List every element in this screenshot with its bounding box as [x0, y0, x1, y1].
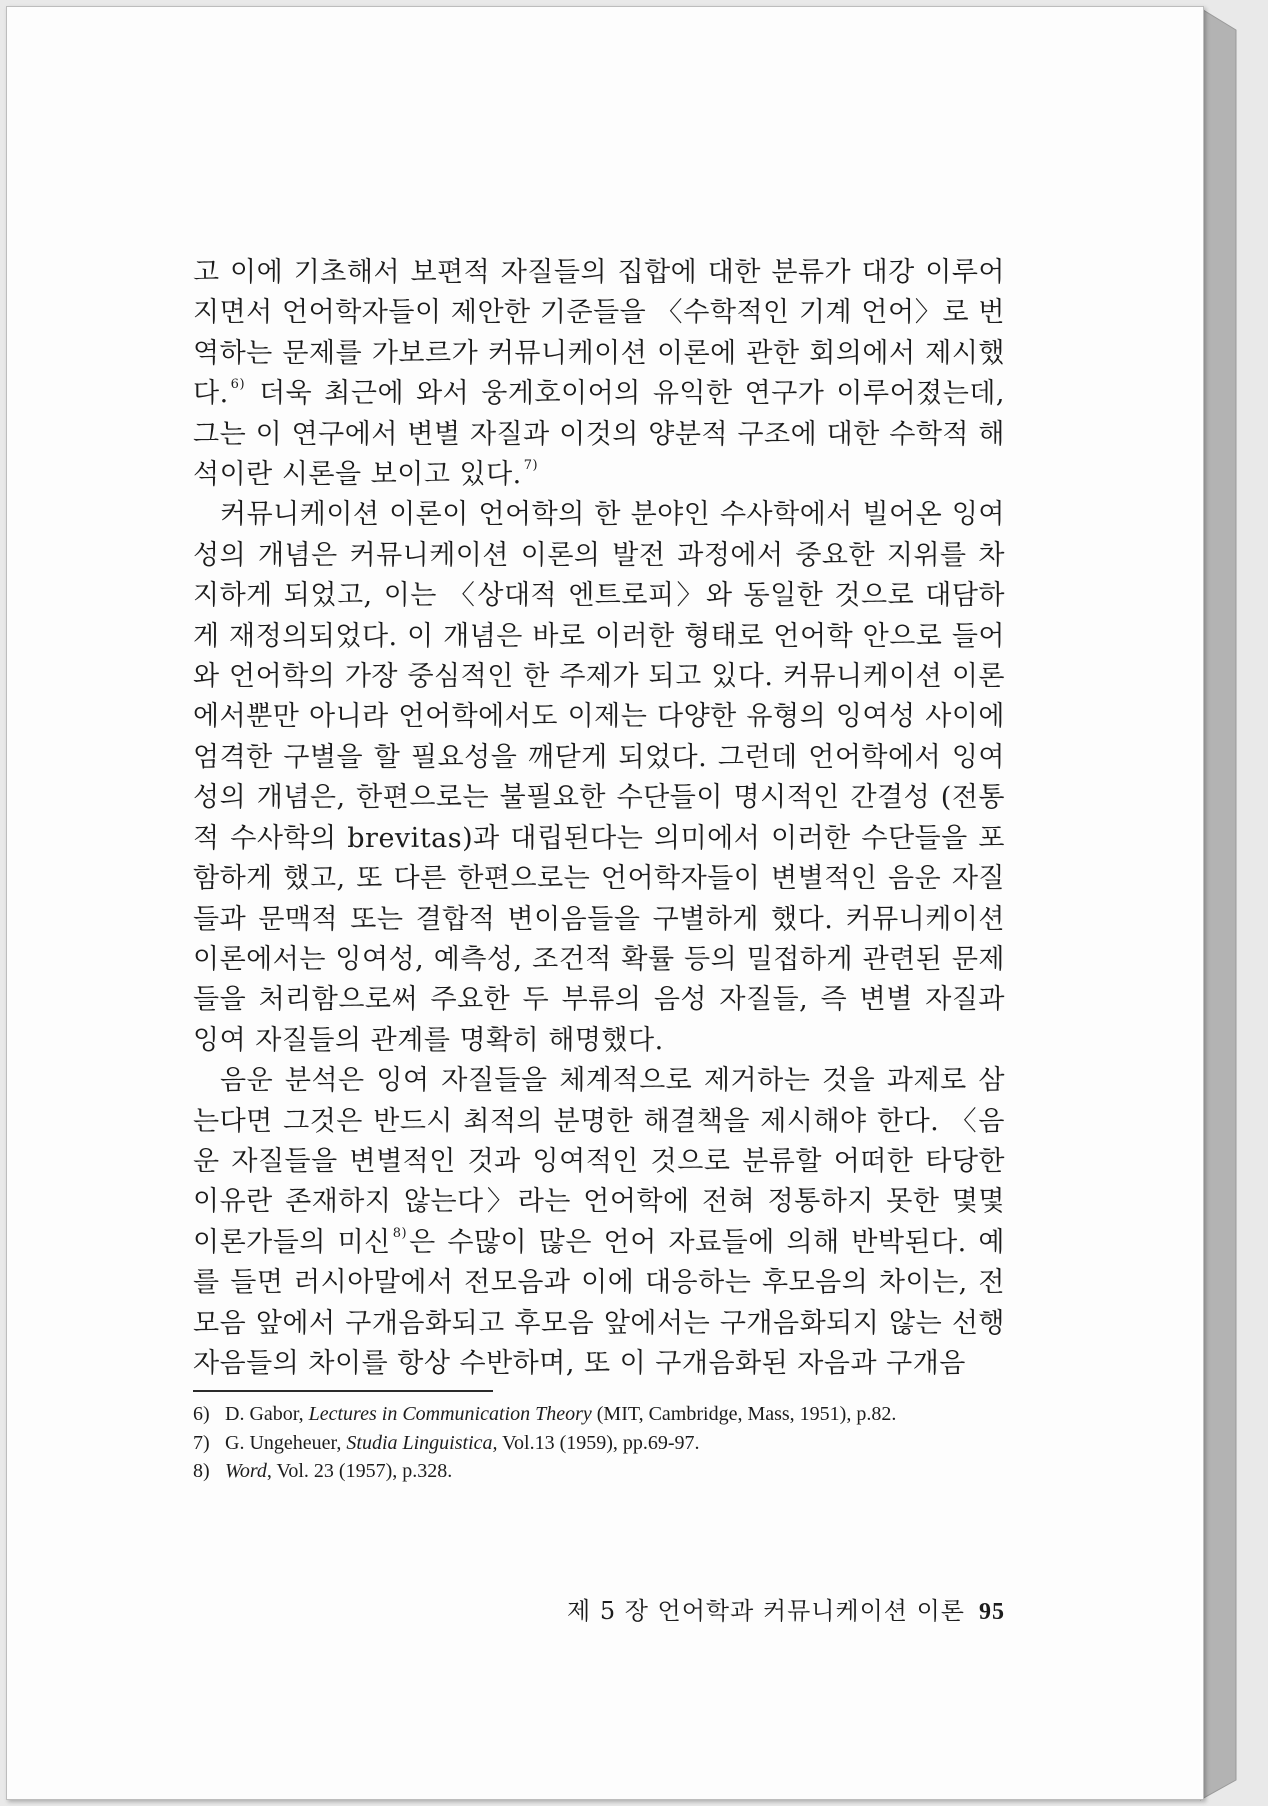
running-footer: [545, 1591, 1005, 1626]
footnote-marker: 6): [230, 377, 246, 393]
chapter-title: 제 5 장 언어학과 커뮤니케이션 이론: [567, 1597, 965, 1625]
paragraph: [193, 495, 1005, 1061]
body-text: [193, 253, 1005, 1384]
footnote-author: G. Ungeheuer,: [225, 1431, 347, 1454]
footnote-author: D. Gabor,: [225, 1403, 309, 1426]
footnote-details: (MIT, Cambridge, Mass, 1951), p.82.: [591, 1403, 897, 1426]
page-content: [193, 253, 1005, 1486]
footnote-title: Studia Linguistica,: [346, 1431, 498, 1454]
footnote-title: Word: [225, 1460, 267, 1483]
paragraph-text: 커뮤니케이션 이론이 언어학의 한 분야인 수사학에서 빌어온 잉여성의 개념은 커뮤니케이션 이론의 발전 과정에서 중요한 지위를 차지하게 되었고, 이는 〈상대적 엔트로피〉와 동일한 것으로 대담하게 재정의되었다. 이 개념은 바로 이러한 형태로 언어학 안으로 들어와 언어학의 가장 중심적인 한 주제가 되고 있다. 커뮤니케이션 이론에서뿐만 아니라 언어학에서도 이제는 다양한 유형의 잉여성 사이에 엄격한 구별을 할 필요성을 깨닫게 되었다. 그런데 언어학에서 잉여성의 개념은, 한편으로는 불필요한 수단들이 명시적인 간결성 (전통적 수사학의 brevitas)과 대립된다는 의미에서 이러한 수단들을 포함하게 했고, 또 다른 한편으로는 언어학자들이 변별적인 음운 자질들과 문맥적 또는 결합적 변이음들을 구별하게 했다. 커뮤니케이션 이론에서는 잉여성, 예측성, 조건적 확률 등의 밀접하게 관련된 문제들을 처리함으로써 주요한 두 부류의 음성 자질들, 즉 변별 자질과 잉여 자질들의 관계를 명확히 해명했다.: [193, 499, 1005, 1056]
footnote-number: 6): [193, 1403, 210, 1426]
footnote-rule: [193, 1390, 493, 1392]
footnote-number: 7): [193, 1431, 210, 1454]
footnote: [193, 1400, 1005, 1429]
paragraph-text: 더욱 최근에 와서 웅게호이어의 유익한 연구가 이루어졌는데, 그는 이 연구에서 변별 자질과 이것의 양분적 구조에 대한 수학적 해석이란 시론을 보이고 있다.: [193, 378, 1005, 491]
footnote: [193, 1429, 1005, 1458]
footnote-marker: 7): [523, 458, 539, 474]
footnote-number: 8): [193, 1460, 210, 1483]
document-page: [6, 6, 1204, 1800]
footnote-details: , Vol. 23 (1957), p.328.: [266, 1460, 453, 1483]
paragraph-text: 고 이에 기초해서 보편적 자질들의 집합에 대한 분류가 대강 이루어지면서 언어학자들이 제안한 기준들을 〈수학적인 기계 언어〉로 번역하는 문제를 가보르가 커뮤니케이션 이론에 관한 회의에서 제시했다.: [193, 257, 1005, 410]
paragraph: [193, 1061, 1005, 1384]
footnotes: [193, 1400, 1005, 1486]
footnote-details: Vol.13 (1959), pp.69-97.: [497, 1431, 700, 1454]
book-spine: [1200, 0, 1248, 1806]
paragraph: [193, 253, 1005, 495]
footnote-marker: 8): [392, 1225, 408, 1241]
footnote: [193, 1457, 1005, 1486]
page-number: 95: [979, 1599, 1005, 1625]
paragraph-text: 음운 분석은 잉여 자질들을 체계적으로 제거하는 것을 과제로 삼는다면 그것은 반드시 최적의 분명한 해결책을 제시해야 한다. 〈음운 자질들을 변별적인 것과 잉여적인 것으로 분류할 어떠한 타당한 이유란 존재하지 않는다〉라는 언어학에 전혀 정통하지 못한 몇몇 이론가들의 미신: [193, 1065, 1005, 1258]
footnote-title: Lectures in Communication Theory: [308, 1403, 592, 1426]
paragraph-text: 은 수많이 많은 언어 자료들에 의해 반박된다. 예를 들면 러시아말에서 전모음과 이에 대응하는 후모음의 차이는, 전모음 앞에서 구개음화되고 후모음 앞에서는 구개음화되지 않는 선행 자음들의 차이를 항상 수반하며, 또 이 구개음화된 자음과 구개음: [193, 1226, 1006, 1379]
